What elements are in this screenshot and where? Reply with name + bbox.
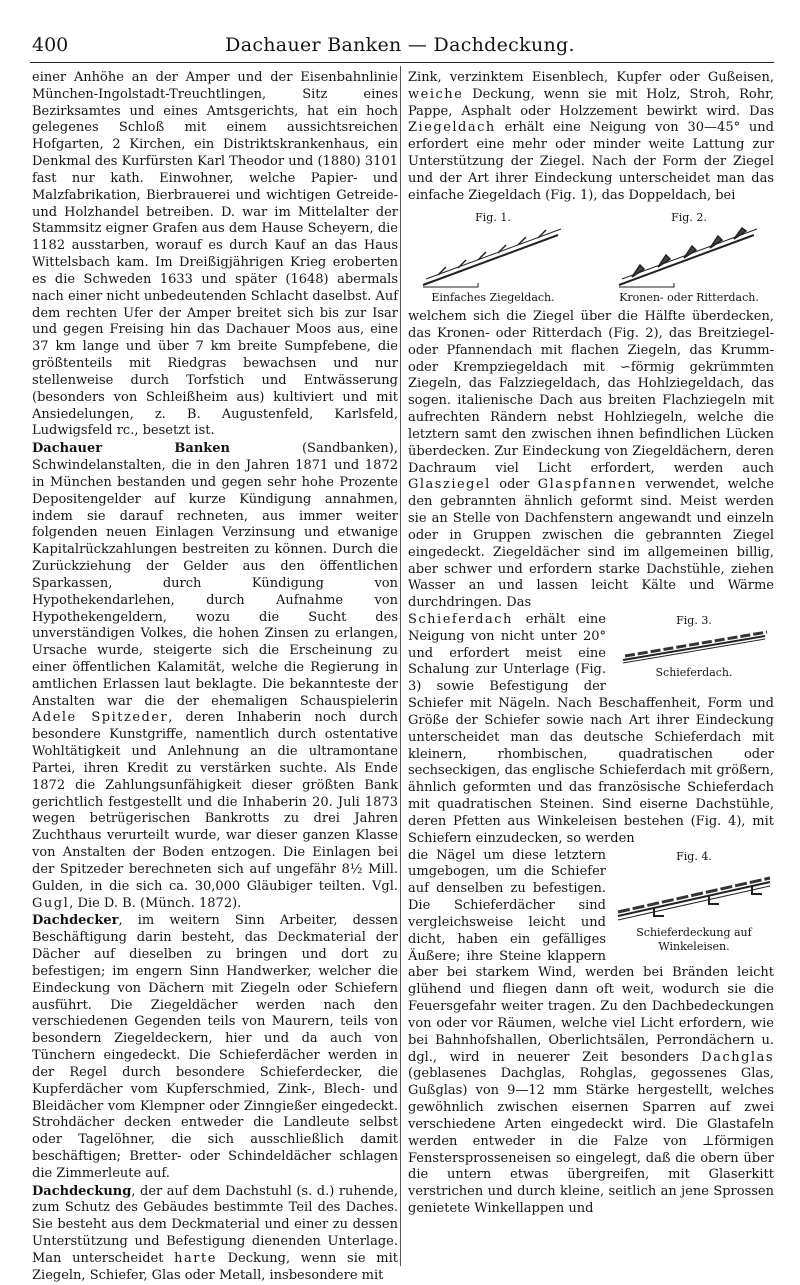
figure-2-label: Fig. 2. — [671, 210, 707, 224]
entry-dachauer-banken — [32, 441, 398, 912]
entry-text: verwendet, welche den gebrannten ähnlich geformt sind. Meist werden sie an Stelle von Dachfenstern angewandt und einzeln oder in Gruppen zwischen die gebrannten Ziegel eingedeckt. Ziegeldächer sind im allgemeinen billig, aber schwer und erfordern starke Dachstühle, ziehen Wasser an und lassen leicht Kälte und Wärme durchdringen. Das — [408, 477, 774, 611]
entry-text: die Nägel um diese letztern umgebogen, um die Schiefer auf denselben zu befestigen. Die Schieferdächer sind vergleichsweise leicht und dicht, haben ein gefälliges Äußere; ihre Steine klappern aber bei starkem Wind, werden bei Bränden leicht glühend und fliegen dann oft weit, wodurch sie die Feuersgefahr weiter tragen. Zu den Dachbedeckungen von oder vor Räumen, welche viel Licht erfordern, wie bei Bahnhofshallen, Oberlichtsälen, Perrondächern u. dgl., wird in neuerer Zeit besonders — [408, 847, 774, 1065]
dachdeckung-continuation — [408, 70, 774, 205]
entry-text: (Sandbanken), Schwindelanstalten, die in den Jahren 1871 und 1872 in München bestanden und gegen sehr hohe Prozente Depositengelder auf kurze Kündigung annahmen, indem sie darauf rechneten, aus immer weiter folgenden neuen Einlagen Verzinsung und etwanige Kapitalrückzahlungen bestreiten zu können. Durch die Zurückziehung der Gelder aus den öffentlichen Sparkassen, durch Kündigung von Hypothekendarlehen, durch Aufnahme von Hypothekengeldern, wozu die Sucht des unverständigen Volkes, die hohen Zinsen zu erlangen, Ursache wurde, steigerte sich die Erscheinung zu einer öffentlichen Kalamität, welche die Regierung in amtlichen Erlassen laut beklagte. Die bekannteste der Anstalten war die der ehemaligen Schauspielerin — [32, 441, 398, 709]
page-header — [0, 34, 800, 58]
figure-1 — [408, 211, 578, 305]
spaced-term: Dachglas — [701, 1049, 774, 1065]
figure-3 — [614, 614, 774, 680]
spaced-term: harte — [174, 1250, 217, 1266]
entry-text: , im weitern Sinn Arbeiter, dessen Beschäftigung darin besteht, das Deckmaterial der Dächer auf dieselben zu bringen und dort zu befestigen; im engern Sinn Handwerker, welcher die Eindeckung von Dächern mit Ziegeln oder Schiefern ausführt. Die Ziegeldächer werden nach den verschiedenen Gegenden teils von Maurern, teils von besondern Ziegeldeckern, hier und da auch von Tünchern eingedeckt. Die Schieferdächer werden in der Regel durch besondere Schieferdecker, die Kupferdächer vom Kupferschmied, Zink-, Blech- und Bleidächer vom Klempner oder Zinngießer eingedeckt. Strohdächer decken entweder die Landleute selbst oder Tagelöhner, die sich ausschließlich damit beschäftigen; Bretter- oder Schindeldächer schlagen die Zimmerleute auf. — [32, 913, 398, 1181]
dachau-continuation: einer Anhöhe an der Amper und der Eisenbahnlinie München-Ingolstadt-Treuchtlingen, Sitz eines Bezirksamtes und eines Amtsgerichts, hat ein hoch gelegenes Schloß mit einem aussichtsreichen Hofgarten, 2 Kirchen, ein Distriktskrankenhaus, ein Denkmal des Kurfürsten Karl Theodor und (1880) 3101 fast nur kath. Einwohner, welche Papier- und Malzfabrikation, Bierbrauerei und wichtigen Getreide- und Holzhandel betreiben. D. war im Mittelalter der Stammsitz eigner Grafen aus dem Hause Scheyern, die 1182 ausstarben, worauf es durch Kauf an das Haus Wittelsbach kam. Im Dreißigjährigen Krieg eroberten es die Schweden 1633 und später (1648) abermals nach einer nicht unbedeutenden Schlacht daselbst. Auf dem rechten Ufer der Amper breitet sich bis zur Isar und gegen Freising hin das Dachauer Moos aus, eine 37 km lange und über 7 km breite Sumpfebene, die größtenteils mit Riedgras bewachsen und nur stellenweise durch Torfstich und Entwässerung (besonders von Schleißheim aus) kultiviert und mit Ansiedelungen, z. B. Augustenfeld, Karlsfeld, Ludwigsfeld rc., besetzt ist. — [32, 70, 398, 439]
figure-2-caption: Kronen- oder Ritterdach. — [619, 290, 759, 304]
entry-dachdecker — [32, 913, 398, 1182]
right-column — [408, 70, 774, 1218]
figure-4-label: Fig. 4. — [676, 849, 712, 863]
crown-roof-drawing — [614, 227, 764, 289]
figure-2 — [604, 211, 774, 305]
plain-tile-roof-drawing — [418, 227, 568, 289]
entry-text: Deckung, wenn sie mit Ziegeln, Schiefer, Glas oder Metall, insbesondere mit — [32, 1250, 398, 1283]
slate-roof-drawing — [619, 630, 769, 664]
name-spitzeder: Adele Spitzeder — [32, 710, 169, 726]
entry-text: oder — [490, 477, 538, 493]
figure-4 — [614, 850, 774, 955]
lemma-dachdecker: Dachdecker — [32, 913, 119, 929]
figures-1-2 — [408, 211, 774, 305]
entry-text: Deckung, wenn sie mit Holz, Stroh, Rohr, Pappe, Asphalt oder Holzzement bewirkt wird. Das — [408, 86, 774, 119]
entry-text: , der auf dem Dachstuhl (s. d.) ruhende, zum Schutz des Gebäudes bestimmte Teil des Daches. Sie besteht aus dem Deckmaterial und einer zu dessen Unterstützung und Befestigung dienenden Unterlage. Man unterscheidet — [32, 1183, 398, 1266]
figure-3-label: Fig. 3. — [676, 614, 712, 627]
entry-dachdeckung — [32, 1184, 398, 1285]
entry-text: , Die D. B. (Münch. 1872). — [69, 895, 242, 911]
lemma-dachauer-banken: Dachauer Banken — [32, 441, 231, 457]
spaced-term: Glaspfannen — [537, 477, 637, 493]
roof-types-text — [408, 309, 774, 612]
figure-1-caption: Einfaches Ziegeldach. — [431, 290, 555, 304]
spaced-term: Schieferdach — [408, 612, 513, 627]
reference-author: Gugl — [32, 895, 70, 911]
spaced-term: weiche — [408, 86, 464, 102]
entry-text: erhält eine Neigung von 30—45° und erfordert eine mehr oder minder weite Lattung zur Unterstützung der Ziegel. Nach der Form der Ziegel und der Art ihrer Eindeckung unterscheidet man das einfache Ziegeldach (Fig. 1), das Doppeldach, bei — [408, 120, 774, 203]
lemma-dachdeckung: Dachdeckung — [32, 1183, 132, 1199]
running-title: Dachauer Banken — Dachdeckung. — [225, 34, 575, 56]
left-column — [32, 70, 398, 1285]
spaced-term: Glasziegel — [408, 477, 491, 493]
figure-3-caption: Schieferdach. — [655, 666, 733, 680]
page-number: 400 — [32, 34, 69, 56]
entry-text: (geblasenes Dachglas, Rohglas, gegossenes Glas, Gußglas) von 9—12 mm Stärke hergestellt, welches gewöhnlich zwischen eisernen Sparren auf zwei verschiedene Arten eingedeckt wird. Die Glastafeln werden entweder in die Falze von ⊥förmigen Fenstersprosseneisen so eingelegt, daß die obern über die untern etwas übergreifen, mit Glaserkitt verstrichen und durch kleine, seitlich an jene Sprossen genietete Winkellappen und — [408, 1066, 774, 1216]
angle-iron-slate-drawing — [614, 866, 774, 924]
entry-text: welchem sich die Ziegel über die Hälfte überdecken, das Kronen- oder Ritterdach (Fig. 2), das Breitziegel- oder Pfannendach mit flachen Ziegeln, das Krumm- oder Krempziegeldach mit ∽förmig gekrümmten Ziegeln, das Falzziegeldach, das Hohlziegeldach, das sogen. italienische Dach aus breiten Flachziegeln mit aufrechten Rändern nebst Hohlziegeln, welche die letztern samt den zwischen ihnen befindlichen Lücken überdecken. Zur Eindeckung von Ziegeldächern, deren Dachraum viel Licht erfordert, werden auch — [408, 309, 774, 476]
entry-text: erhält eine Neigung von nicht unter 20° und erfordert meist eine Schalung zur Unterlage (Fig. 3) sowie Befestigung der Schiefer mit Nägeln. Nach Beschaffenheit, Form und Größe der Schiefer sowie nach Art ihrer Eindeckung unterscheidet man das deutsche Schieferdach mit kleinern, rhombischen, quadratischen oder sechseckigen, das englische Schieferdach mit größern, ähnlich geformten und das französische Schieferdach mit quadratischen Steinen. Sind eiserne Dachstühle, deren Pfetten aus Winkeleisen bestehen (Fig. 4), mit Schiefern einzudecken, so werden — [408, 612, 774, 846]
column-divider — [400, 66, 401, 1266]
entry-text: , deren Inhaberin noch durch besondere Kunstgriffe, namentlich durch ostentative Wohltätigkeit und Anlehnung an die ultramontane Partei, ihren Kredit zu verstärken suchte. Als Ende 1872 die Zahlungsunfähigkeit dieser größten Bank gerichtlich festgestellt und die Inhaberin 20. Juli 1873 wegen betrügerischen Bankrotts zu drei Jahren Zuchthaus verurteilt wurde, war dieser ganzen Klasse von Anstalten der Boden entzogen. Die Einlagen bei der Spitzeder berechneten sich auf ungefähr 8½ Mill. Gulden, in die sich ca. 30,000 Gläubiger teilten. Vgl. — [32, 710, 398, 894]
entry-text: Zink, verzinktem Eisenblech, Kupfer oder Gußeisen, — [408, 70, 774, 85]
figure-4-caption: Schieferdeckung auf Winkeleisen. — [636, 925, 752, 954]
figure-1-label: Fig. 1. — [475, 210, 511, 224]
spaced-term: Ziegeldach — [408, 120, 496, 136]
header-rule — [30, 62, 774, 63]
